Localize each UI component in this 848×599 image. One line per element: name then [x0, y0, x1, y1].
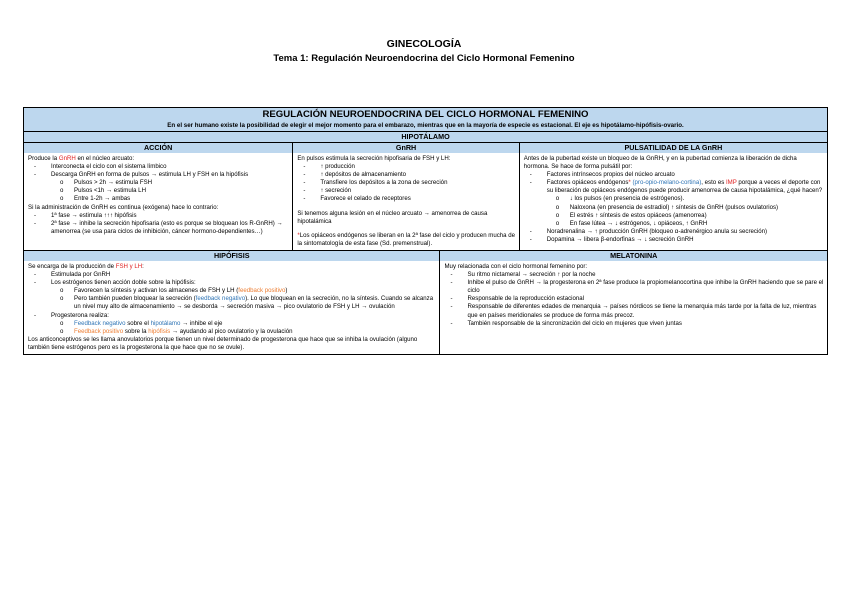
sub-list-item: o ↓ los pulsos (en presencia de estrógenos). [555, 195, 685, 203]
hipofisis-paragraph: Los anticonceptivos se les llama anovulatorios porque tienen un nivel determinado de progesterona que hace que se inhiba la ovulación (alguno también tiene estrógenos pero es la progesterona la que hace que no se ovule). [28, 335, 418, 351]
sub-list-item: o Pero también pueden bloquear la secreción (feedback negativo). Lo que bloquean en la secreción, no la síntesis. Cuando se alcanza un nivel muy alto de almacenamiento → se desborda → secreción masiva → pico ovulatorio de FSH y LH → ovulación [60, 295, 434, 311]
list-item: - Interconecta el ciclo con el sistema límbico [34, 163, 167, 171]
hipotalamo-row [24, 143, 827, 251]
list-item: - Transfiere los depósitos a la zona de secreción [303, 179, 448, 187]
gnrh-column [293, 143, 519, 250]
sub-list-item: o Pulsos <1h → estimula LH [60, 187, 146, 195]
list-item: - Dopamina → libera β-endorfinas → ↓ secreción GnRH [529, 235, 694, 243]
table-title-band [24, 108, 827, 132]
gnrh-note: *Los opiáceos endógenos se liberan en la 2ª fase del ciclo y producen mucha de la sintomatología de esta fase (Sd. premenstrual). [297, 231, 516, 247]
list-item: - Favorece el celado de receptores [303, 195, 411, 203]
list-item: - 1ª fase → estimula ↑↑↑ hipófisis [34, 211, 137, 219]
list-item: - Estimulada por GnRH [34, 271, 111, 279]
gnrh-intro: En pulsos estimula la secreción hipofisaria de FSH y LH: [297, 155, 451, 162]
hipofisis-intro: Se encarga de la producción de FSH y LH: [28, 262, 144, 270]
list-item: - Inhibe el pulso de GnRH → la progesterona en 2ª fase produce la propiomelanocortina que inhibe la GnRH haciendo que se pare el ciclo [450, 279, 824, 295]
hipofisis-column [24, 251, 440, 354]
accion-intro: Produce la GnRH en el núcleo arcuato: [28, 155, 135, 162]
accion-column [24, 143, 293, 250]
list-item: - ↑ secreción [303, 187, 352, 195]
sub-list-item: o Pulsos > 2h → estimula FSH [60, 179, 153, 187]
list-item: - Los estrógenos tienen acción doble sobre la hipófisis: [34, 279, 196, 287]
list-item: - Factores opiáceos endógenos* (pro-opio-melano-cortina), esto es IMP porque a veces el deporte con su liberación de opiáceos endógenos puede producir amenorrea de causa hipotalámica, ¿qué hacen? [529, 179, 823, 195]
list-item: - ↑ depósitos de almacenamiento [303, 171, 407, 179]
hipofisis-melatonina-row [24, 251, 827, 354]
accion-paragraph: Si la administración de GnRH es continua (exógena) hace lo contrario: [28, 203, 219, 211]
sub-list-item: o Naloxona (en presencia de estradiol) ↑ síntesis de GnRH (pulsos ovulatorios) [555, 203, 779, 211]
melatonina-heading: MELATONINA [440, 251, 827, 261]
table-title: REGULACIÓN NEUROENDOCRINA DEL CICLO HORMONAL FEMENINO [262, 109, 589, 120]
sub-list-item: o Feedback positivo sobre la hipófisis → ayudando al pico ovulatorio y la ovulación [60, 327, 293, 335]
gnrh-heading: GnRH [293, 143, 518, 153]
list-item: - ↑ producción [303, 163, 355, 171]
table-intro: En el ser humano existe la posibilidad de elegir el mejor momento para el embarazo, mientras que en la mayoría de especie es estacional. El eje es hipotálamo-hipófisis-ovario. [167, 122, 684, 129]
melatonina-column [440, 251, 827, 354]
sub-list-item: o En fase lútea → ↓ estrógenos, ↓ opiáceos, ↑ GnRH [555, 219, 708, 227]
sub-list-item: o El estrés ↑ síntesis de estos opiáceos (amenorrea) [555, 211, 707, 219]
list-item: - Progesterona realiza: [34, 311, 109, 319]
list-item: - 2ª fase → inhibe la secreción hipofisaria (esto es porque se bloquean los R-GnRH) → amenorrea (se usa para ciclos de inhibición, cáncer hormono-dependientes…) [34, 219, 283, 235]
list-item: - Descarga GnRH en forma de pulsos → estimula LH y FSH en la hipófisis [34, 171, 249, 179]
pulsatilidad-column [520, 143, 827, 250]
list-item: - Factores intrínsecos propios del núcleo arcuato [529, 171, 675, 179]
list-item: - Responsable de la reproducción estacional [450, 295, 585, 303]
gnrh-paragraph: Si tenemos alguna lesión en el núcleo arcuato → amenorrea de causa hipotalámica [297, 209, 488, 225]
pulsatilidad-heading: PULSATILIDAD DE LA GnRH [520, 143, 827, 153]
melatonina-intro: Muy relacionada con el ciclo hormonal femenino por: [444, 262, 588, 270]
accion-heading: ACCIÓN [24, 143, 292, 153]
sub-list-item: o Entre 1-2h → ambas [60, 195, 131, 203]
list-item: - Noradrenalina → ↑ producción GnRH (bloqueo α-adrenérgico anula su secreción) [529, 227, 768, 235]
sub-list-item: o Feedback negativo sobre el hipotálamo → inhibe el eje [60, 319, 223, 327]
document-title: GINECOLOGÍA [386, 38, 462, 50]
list-item: - Responsable de diferentes edades de menarquia → países nórdicos se tiene la menarquia más tarde por la falta de luz, mientras que en países meridionales se produce de forma más precoz. [450, 303, 817, 319]
document-subtitle: Tema 1: Regulación Neuroendocrina del Ciclo Hormonal Femenino [273, 53, 575, 64]
list-item: - También responsable de la sincronización del ciclo en mujeres que viven juntas [450, 319, 682, 327]
section-hipotalamo-title: HIPOTÁLAMO [24, 132, 827, 143]
sub-list-item: o Favorecen la síntesis y activan los almacenes de FSH y LH (feedback positivo) [60, 287, 288, 295]
pulsatilidad-intro: Antes de la pubertad existe un bloqueo de la GnRH, y en la pubertad comienza la liberación de dicha hormona. Se hace de forma pulsátil por: [523, 155, 797, 171]
hipofisis-heading: HIPÓFISIS [24, 251, 439, 261]
summary-table [23, 107, 828, 355]
list-item: - Su ritmo nictameral → secreción ↑ por la noche [450, 271, 596, 279]
